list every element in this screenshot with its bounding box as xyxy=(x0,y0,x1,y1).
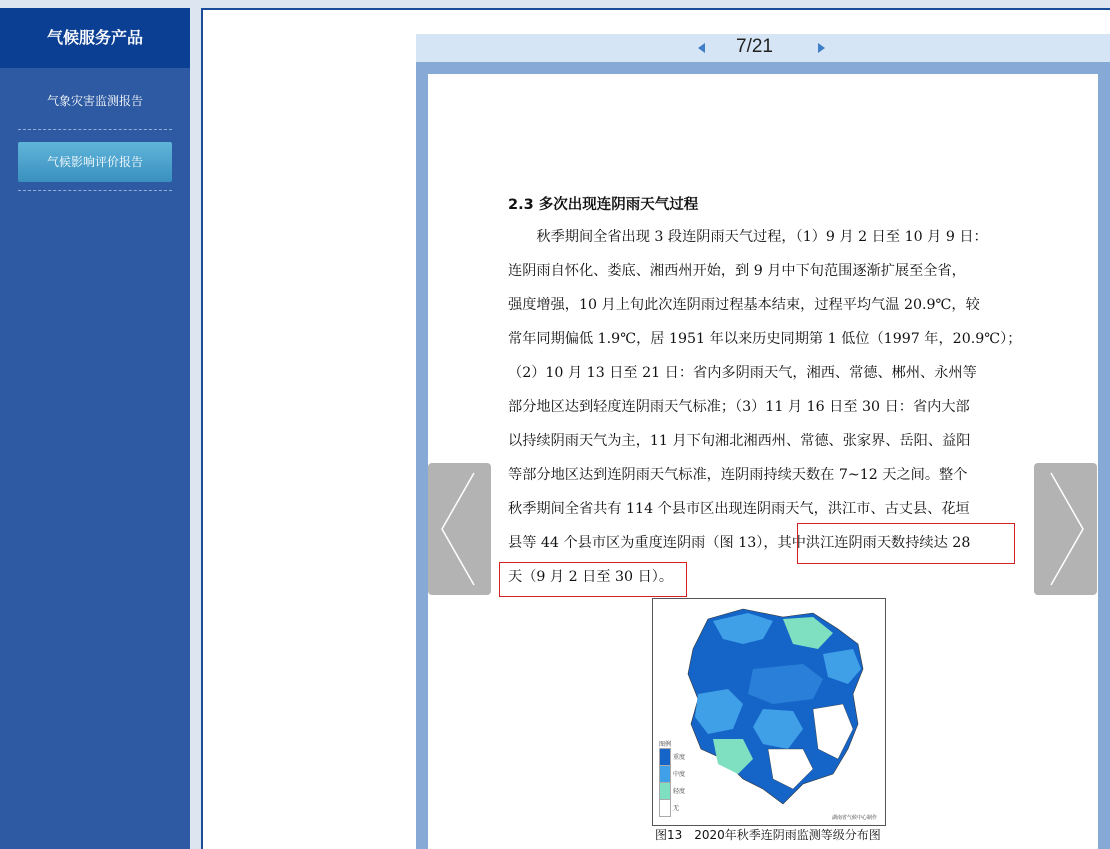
text-line: 秋季期间全省共有 114 个县市区出现连阴雨天气，洪江市、古丈县、花垣 xyxy=(508,501,970,517)
text-line: （2）10 月 13 日至 21 日：省内多阴雨天气，湘西、常德、郴州、永州等 xyxy=(508,365,977,381)
text-line: 秋季期间全省出现 3 段连阴雨天气过程，（1）9 月 2 日至 10 月 9 日： xyxy=(508,229,988,245)
text-line: 以持续阴雨天气为主，11 月下旬湘北湘西州、常德、张家界、岳阳、益阳 xyxy=(508,433,971,449)
sidebar-title: 气候服务产品 xyxy=(0,8,190,68)
legend-item xyxy=(659,765,685,782)
chevron-right-icon xyxy=(1034,463,1097,595)
section-heading: 2.3 多次出现连阴雨天气过程 xyxy=(508,197,699,213)
text-line: 等部分地区达到连阴雨天气标准，连阴雨持续天数在 7~12 天之间。整个 xyxy=(508,467,968,483)
map-credit: 湖南省气候中心制作 xyxy=(831,815,877,821)
legend-label: 轻度 xyxy=(673,788,686,795)
prev-page-button[interactable] xyxy=(428,463,491,595)
sidebar-divider xyxy=(18,129,172,130)
map-figure xyxy=(652,598,886,826)
legend-item xyxy=(659,782,685,799)
legend-swatch xyxy=(659,765,671,783)
sidebar-item-disaster-report[interactable]: 气象灾害监测报告 xyxy=(46,94,143,108)
legend-swatch xyxy=(659,799,671,817)
legend-item xyxy=(659,748,685,765)
rainfall-map xyxy=(653,599,885,825)
page-indicator: 7/21 xyxy=(736,36,773,57)
highlight-box xyxy=(499,562,687,597)
next-page-icon[interactable] xyxy=(818,43,825,53)
legend-label: 无 xyxy=(673,805,680,812)
text-line: 天（9 月 2 日至 30 日）。 xyxy=(508,569,674,585)
prev-page-icon[interactable] xyxy=(698,43,705,53)
sidebar-divider xyxy=(18,190,172,191)
next-page-button[interactable] xyxy=(1034,463,1097,595)
sidebar xyxy=(0,8,190,849)
text-line: 部分地区达到轻度连阴雨天气标准；（3）11 月 16 日至 30 日：省内大部 xyxy=(508,399,970,415)
chevron-left-icon xyxy=(428,463,491,595)
legend-swatch xyxy=(659,782,671,800)
text-line: 连阴雨自怀化、娄底、湘西州开始，到 9 月中下旬范围逐渐扩展至全省， xyxy=(508,263,966,279)
text-line: 常年同期偏低 1.9℃，居 1951 年以来历史同期第 1 低位（1997 年，20.9℃）； xyxy=(508,331,1022,347)
sidebar-item-climate-report[interactable]: 气候影响评价报告 xyxy=(18,142,172,182)
legend-title: 图例 xyxy=(659,741,672,748)
highlight-box xyxy=(797,523,1015,564)
map-legend xyxy=(659,739,685,816)
legend-label: 中度 xyxy=(673,771,686,778)
legend-item xyxy=(659,799,685,816)
text-line: 县等 44 个县市区为重度连阴雨（图 13），其中洪江连阴雨天数持续达 28 xyxy=(508,535,971,551)
legend-swatch xyxy=(659,748,671,766)
text-line: 强度增强，10 月上旬此次连阴雨过程基本结束，过程平均气温 20.9℃，较 xyxy=(508,297,980,313)
legend-label: 重度 xyxy=(673,754,686,761)
pager-bar xyxy=(416,34,1110,62)
figure-caption: 图13 2020年秋季连阴雨监测等级分布图 xyxy=(655,828,881,842)
